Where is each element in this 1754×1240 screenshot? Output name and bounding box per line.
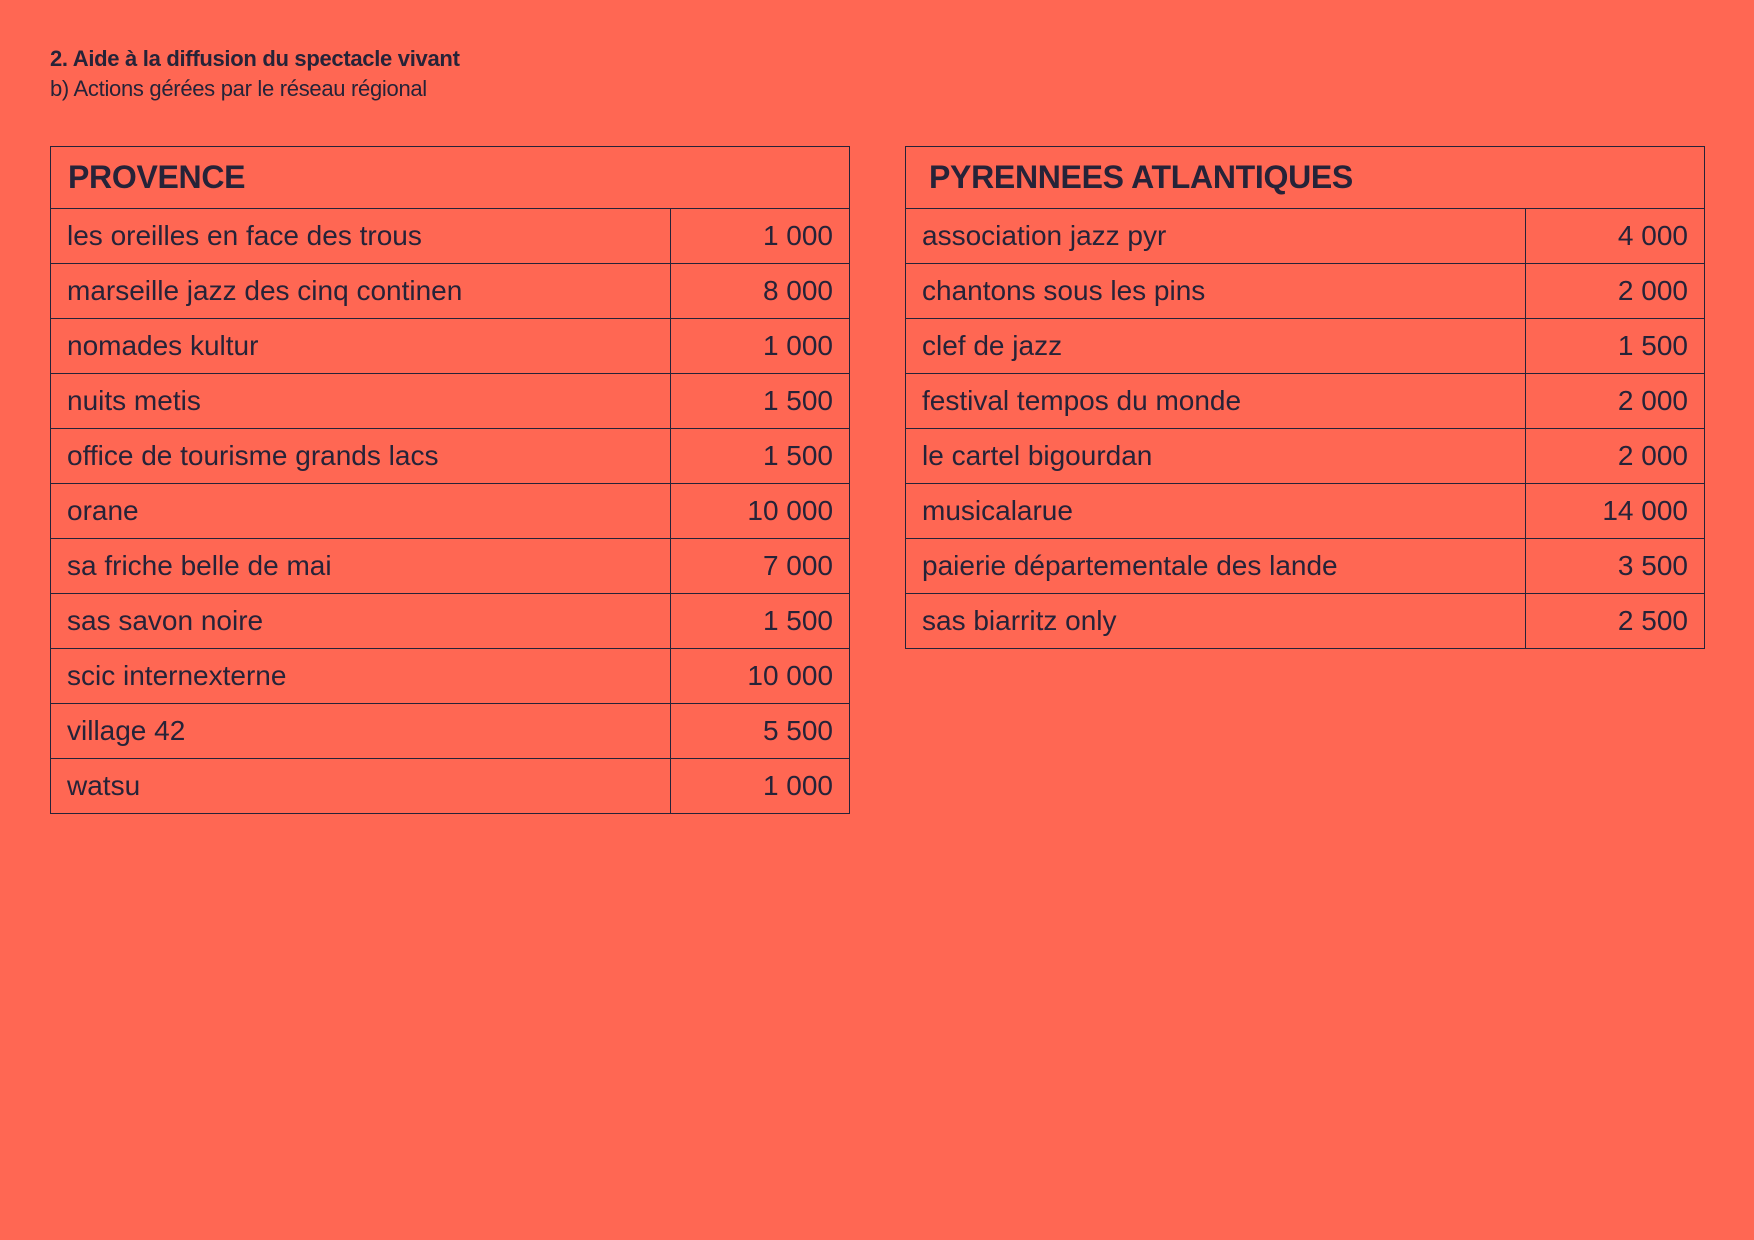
- table-row: [51, 264, 850, 319]
- amount: 1 500: [671, 374, 850, 429]
- table-row: [51, 539, 850, 594]
- section-title: 2. Aide à la diffusion du spectacle vivant: [50, 46, 460, 71]
- beneficiary-name: scic internexterne: [51, 649, 671, 704]
- amount: 10 000: [671, 484, 850, 539]
- table-row: [51, 484, 850, 539]
- table-body: [906, 209, 1705, 649]
- table-row: [906, 319, 1705, 374]
- beneficiary-name: watsu: [51, 759, 671, 814]
- beneficiary-name: association jazz pyr: [906, 209, 1526, 264]
- beneficiary-name: chantons sous les pins: [906, 264, 1526, 319]
- table-row: [906, 374, 1705, 429]
- table-row: [51, 759, 850, 814]
- region-title: PYRENNEES ATLANTIQUES: [906, 147, 1705, 209]
- table-header-row: [51, 147, 850, 209]
- page-header: [50, 44, 460, 104]
- amount: 1 000: [671, 759, 850, 814]
- table-row: [906, 429, 1705, 484]
- table-row: [906, 484, 1705, 539]
- table-row: [51, 649, 850, 704]
- amount: 1 000: [671, 319, 850, 374]
- beneficiary-name: paierie départementale des lande: [906, 539, 1526, 594]
- amount: 2 500: [1526, 594, 1705, 649]
- table-row: [51, 429, 850, 484]
- amount: 14 000: [1526, 484, 1705, 539]
- region-table-pyrenees-atlantiques: [905, 146, 1705, 649]
- amount: 2 000: [1526, 374, 1705, 429]
- beneficiary-name: village 42: [51, 704, 671, 759]
- table-header-row: [906, 147, 1705, 209]
- amount: 1 000: [671, 209, 850, 264]
- section-subtitle: b) Actions gérées par le réseau régional: [50, 76, 427, 101]
- beneficiary-name: sas biarritz only: [906, 594, 1526, 649]
- amount: 3 500: [1526, 539, 1705, 594]
- table-row: [906, 264, 1705, 319]
- beneficiary-name: clef de jazz: [906, 319, 1526, 374]
- table-body: [51, 209, 850, 814]
- amount: 1 500: [671, 594, 850, 649]
- table-row: [906, 209, 1705, 264]
- beneficiary-name: marseille jazz des cinq continen: [51, 264, 671, 319]
- beneficiary-name: festival tempos du monde: [906, 374, 1526, 429]
- amount: 1 500: [1526, 319, 1705, 374]
- region-table-provence: [50, 146, 850, 814]
- beneficiary-name: les oreilles en face des trous: [51, 209, 671, 264]
- amount: 2 000: [1526, 429, 1705, 484]
- region-title: PROVENCE: [51, 147, 850, 209]
- amount: 4 000: [1526, 209, 1705, 264]
- table-row: [906, 539, 1705, 594]
- beneficiary-name: nomades kultur: [51, 319, 671, 374]
- amount: 8 000: [671, 264, 850, 319]
- beneficiary-name: le cartel bigourdan: [906, 429, 1526, 484]
- table-row: [51, 704, 850, 759]
- amount: 2 000: [1526, 264, 1705, 319]
- beneficiary-name: sas savon noire: [51, 594, 671, 649]
- table-row: [906, 594, 1705, 649]
- beneficiary-name: sa friche belle de mai: [51, 539, 671, 594]
- table-row: [51, 209, 850, 264]
- table-row: [51, 594, 850, 649]
- table-row: [51, 319, 850, 374]
- beneficiary-name: musicalarue: [906, 484, 1526, 539]
- beneficiary-name: nuits metis: [51, 374, 671, 429]
- amount: 10 000: [671, 649, 850, 704]
- beneficiary-name: orane: [51, 484, 671, 539]
- beneficiary-name: office de tourisme grands lacs: [51, 429, 671, 484]
- amount: 1 500: [671, 429, 850, 484]
- amount: 7 000: [671, 539, 850, 594]
- table-row: [51, 374, 850, 429]
- amount: 5 500: [671, 704, 850, 759]
